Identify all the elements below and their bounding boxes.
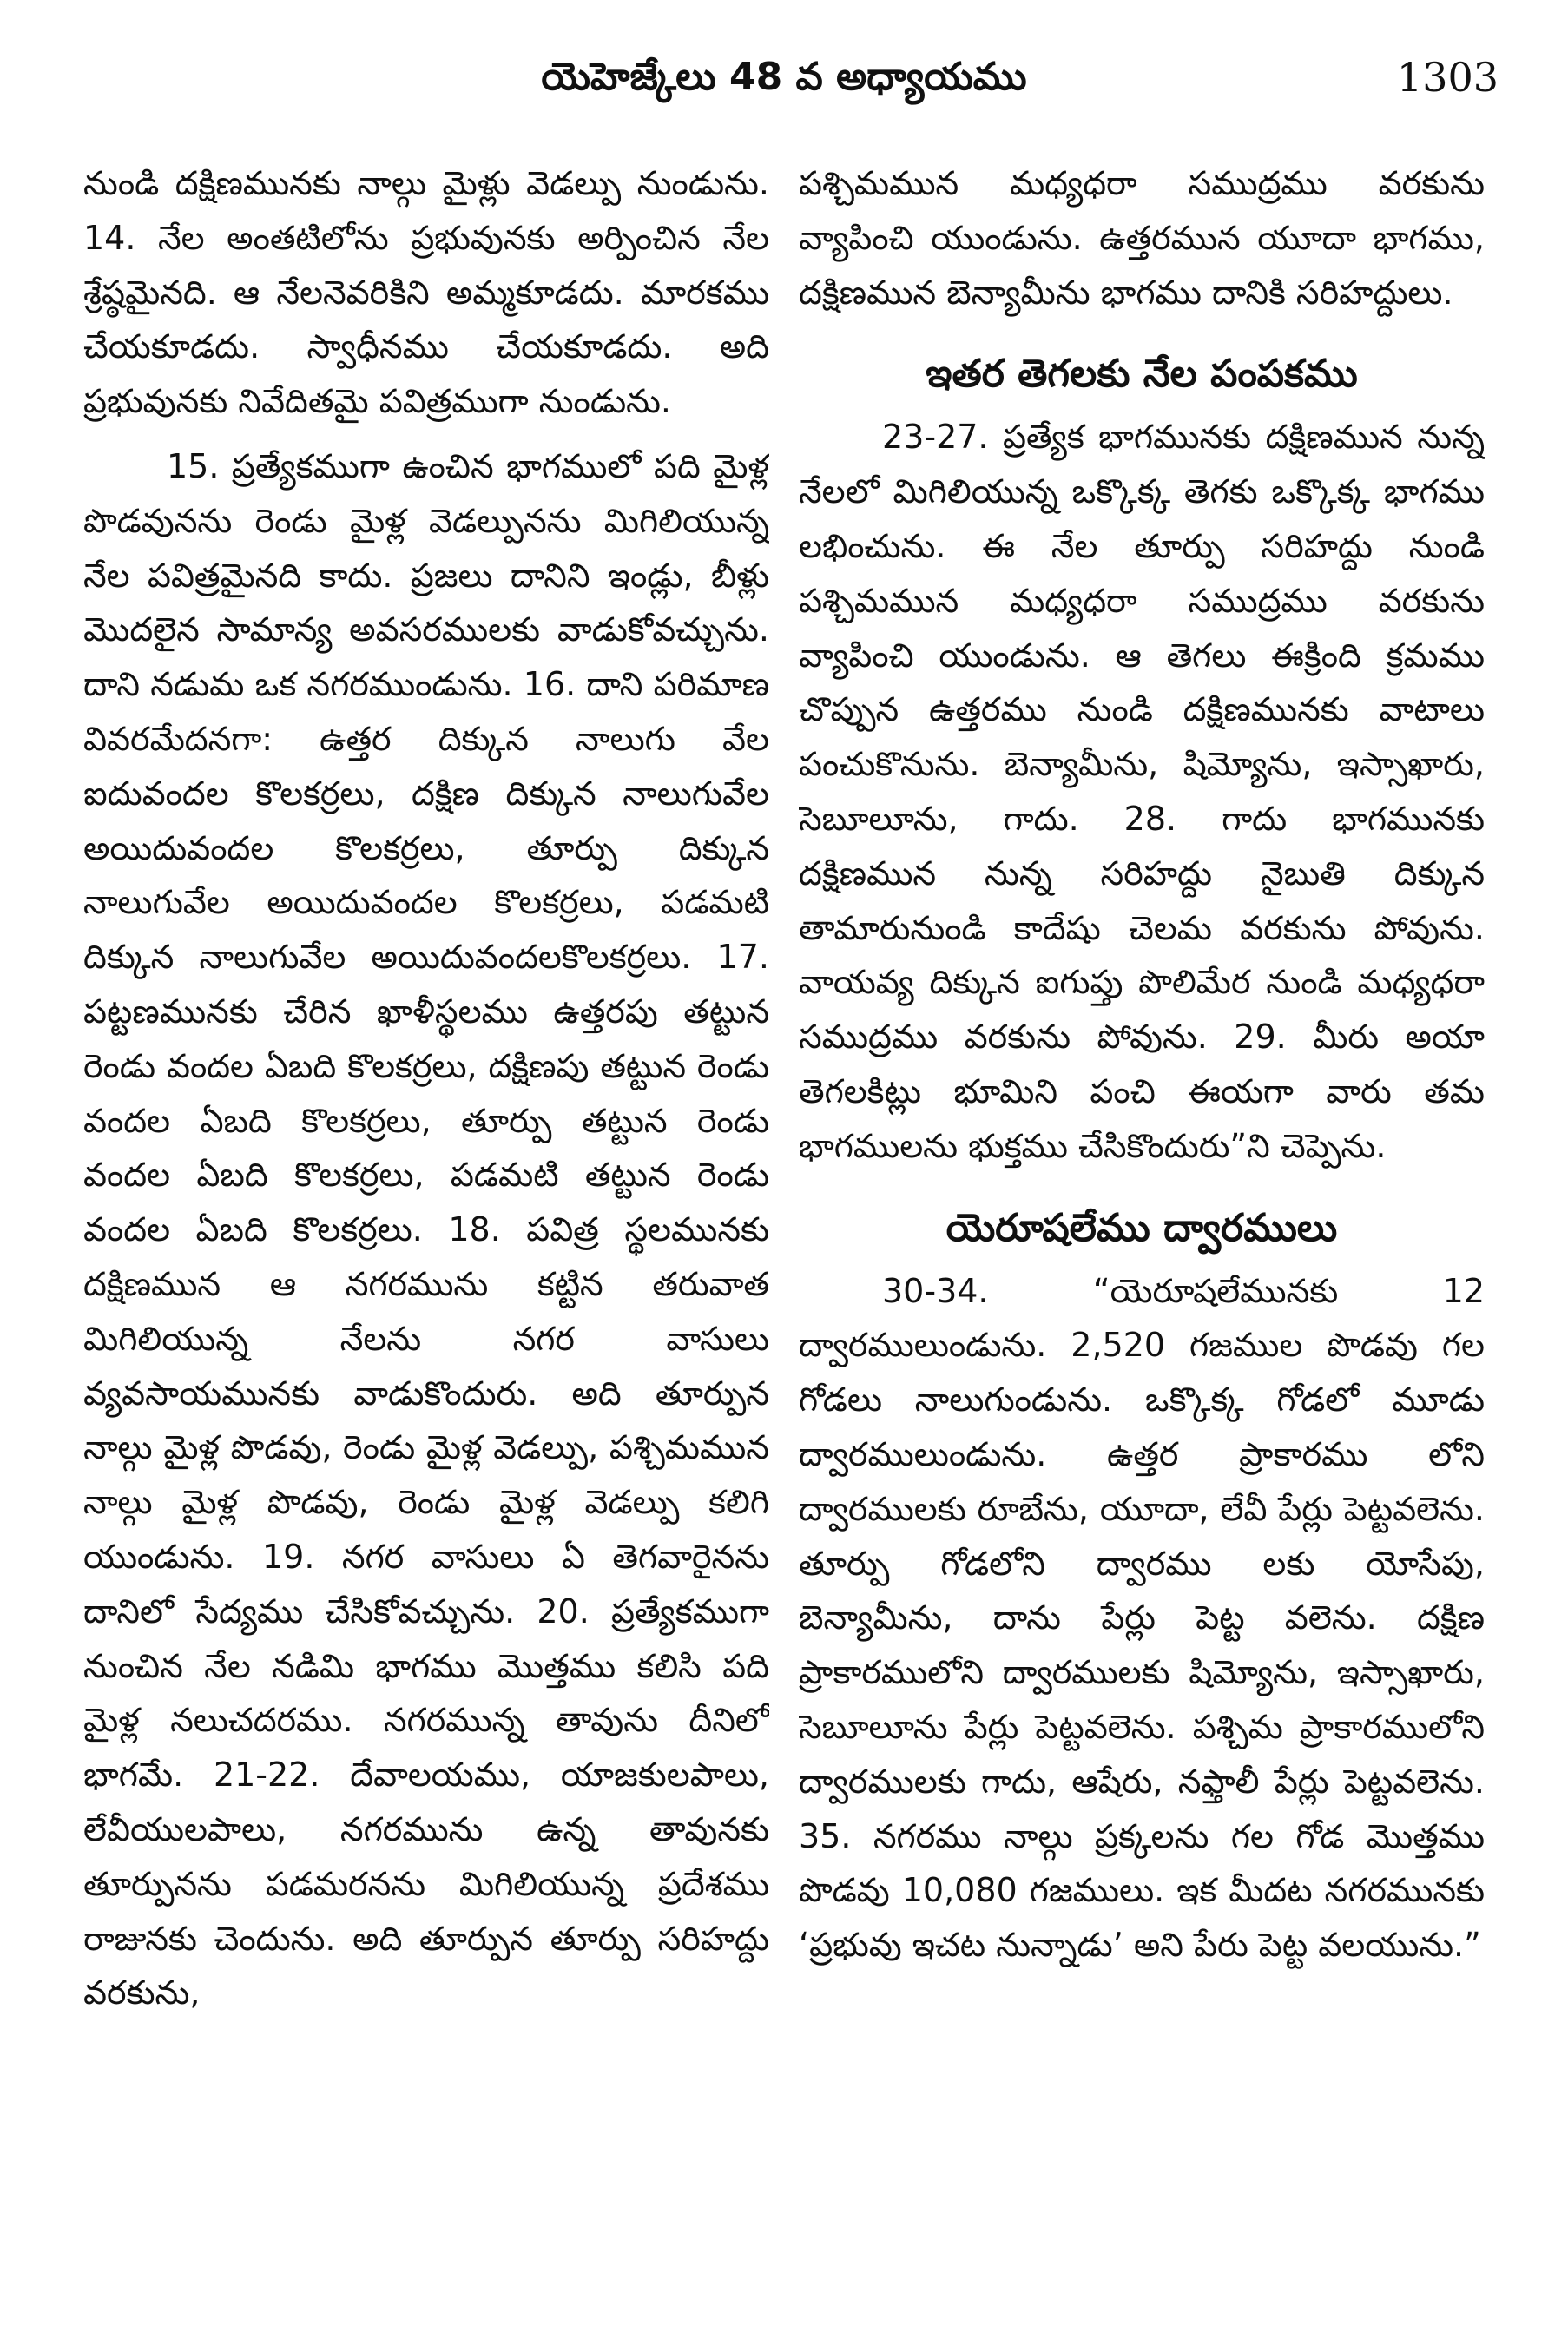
paragraph-verses-30-35: 30-34. “యెరూషలేమునకు 12 ద్వారములుండును. 2,520 గజముల పొడవు గల గోడలు నాలుగుండును. ఒక్కొక్క గోడలో మూడు ద్వారములుండును. ఉత్తర ప్రాకారము లోని ద్వారములకు రూబేను, యూదా, లేవీ పేర్లు పెట్టవలెను. తూర్పు గోడలోని ద్వారము లకు యోసేపు, బెన్యామీను, దాను పేర్లు పెట్ట వలెను. దక్షిణ ప్రాకారములోని ద్వారములకు షిమ్యోను, ఇస్సాఖారు, సెబూలూను పేర్లు పెట్టవలెను. పశ్చిమ ప్రాకారములోని ద్వారములకు గాదు, ఆషేరు, నఫ్తాలీ పేర్లు పెట్టవలెను. 35. నగరము నాల్గు ప్రక్కలను గల గోడ మొత్తము పొడవు 10,080 గజములు. ఇక మీదట నగరమునకు ‘ప్రభువు ఇచట నున్నాడు’ అని పేరు పెట్ట వలయును.” (799, 1271, 1485, 1965)
paragraph-continuation: పశ్చిమమున మధ్యధరా సముద్రము వరకును వ్యాపించి యుండును. ఉత్తరమున యూదా భాగము, దక్షిణమున బెన్యామీను భాగము దానికి సరిహద్దులు. (799, 164, 1485, 312)
chapter-title: యెహెజ్కేలు 48 వ అధ్యాయము (541, 55, 1027, 99)
right-column (799, 156, 1485, 2309)
section-heading-jerusalem-gates: యెరూషలేము ద్వారములు (945, 1205, 1338, 1250)
paragraph-verses-23-29: 23-27. ప్రత్యేక భాగమునకు దక్షిణమున నున్న నేలలో మిగిలియున్న ఒక్కొక్క తెగకు ఒక్కొక్క భాగము లభించును. ఈ నేల తూర్పు సరిహద్దు నుండి పశ్చిమమున మధ్యధరా సముద్రము వరకును వ్యాపించి యుండును. ఆ తెగలు ఈక్రింది క్రమము చొప్పున ఉత్తరము నుండి దక్షిణమునకు వాటాలు పంచుకొనును. బెన్యామీను, షిమ్యోను, ఇస్సాఖారు, సెబూలూను, గాదు. 28. గాదు భాగమునకు దక్షిణమున నున్న సరిహద్దు నైబుతి దిక్కున తామారునుండి కాదేషు చెలమ వరకును పోవును. వాయవ్య దిక్కున ఐగుప్తు పొలిమేర నుండి మధ్యధరా సముద్రము వరకును పోవును. 29. మీరు అయా తెగలకిట్లు భూమిని పంచి ఈయగా వారు తమ భాగములను భుక్తము చేసికొందురు”ని చెప్పెను. (799, 418, 1485, 1165)
page-number: 1303 (1396, 54, 1499, 101)
left-column (83, 156, 769, 2309)
paragraph-verses-13-14: నుండి దక్షిణమునకు నాల్గు మైళ్లు వెడల్పు నుండును. 14. నేల అంతటిలోను ప్రభువునకు అర్పించిన నేల శ్రేష్ఠమైనది. ఆ నేలనెవరికిని అమ్మకూడదు. మారకము చేయకూడదు. స్వాధీనము చేయకూడదు. అది ప్రభువునకు నివేదితమై పవిత్రముగా నుండును. (83, 164, 769, 421)
running-header (69, 38, 1499, 116)
section-heading-tribes-land: ఇతర తెగలకు నేల పంపకము (926, 352, 1358, 397)
paragraph-verses-15-22: 15. ప్రత్యేకముగా ఉంచిన భాగములో పది మైళ్ల పొడవునను రెండు మైళ్ల వెడల్పునను మిగిలియున్న నేల పవిత్రమైనది కాదు. ప్రజలు దానిని ఇండ్లు, బీళ్లు మొదలైన సామాన్య అవసరములకు వాడుకోవచ్చును. దాని నడుమ ఒక నగరముండును. 16. దాని పరిమాణ వివరమేదనగా: ఉత్తర దిక్కున నాలుగు వేల ఐదువందల కొలకర్రలు, దక్షిణ దిక్కున నాలుగువేల అయిదువందల కొలకర్రలు, తూర్పు దిక్కున నాలుగువేల అయిదువందల కొలకర్రలు, పడమటి దిక్కున నాలుగువేల అయిదువందలకొలకర్రలు. 17. పట్టణమునకు చేరిన ఖాళీస్థలము ఉత్తరపు తట్టున రెండు వందల ఏబది కొలకర్రలు, దక్షిణపు తట్టున రెండు వందల ఏబది కొలకర్రలు, తూర్పు తట్టున రెండు వందల ఏబది కొలకర్రలు, పడమటి తట్టున రెండు వందల ఏబది కొలకర్రలు. 18. పవిత్ర స్థలమునకు దక్షిణమున ఆ నగరమును కట్టిన తరువాత మిగిలియున్న నేలను నగర వాసులు వ్యవసాయమునకు వాడుకొందురు. అది తూర్పున నాల్గు మైళ్ల పొడవు, రెండు మైళ్ల వెడల్పు, పశ్చిమమున నాల్గు మైళ్ల పొడవు, రెండు మైళ్ల వెడల్పు కలిగి యుండును. 19. నగర వాసులు ఏ తెగవారైనను దానిలో సేద్యము చేసికోవచ్చును. 20. ప్రత్యేకముగా నుంచిన నేల నడిమి భాగము మొత్తము కలిసి పది మైళ్ల నలుచదరము. నగరమున్న తావును దీనిలో భాగమే. 21-22. దేవాలయము, యాజకులపాలు, లేవీయులపాలు, నగరమును ఉన్న తావునకు తూర్పునను పడమరనను మిగిలియున్న ప్రదేశము రాజునకు చెందును. అది తూర్పున తూర్పు సరిహద్దు వరకును, (83, 446, 769, 2013)
